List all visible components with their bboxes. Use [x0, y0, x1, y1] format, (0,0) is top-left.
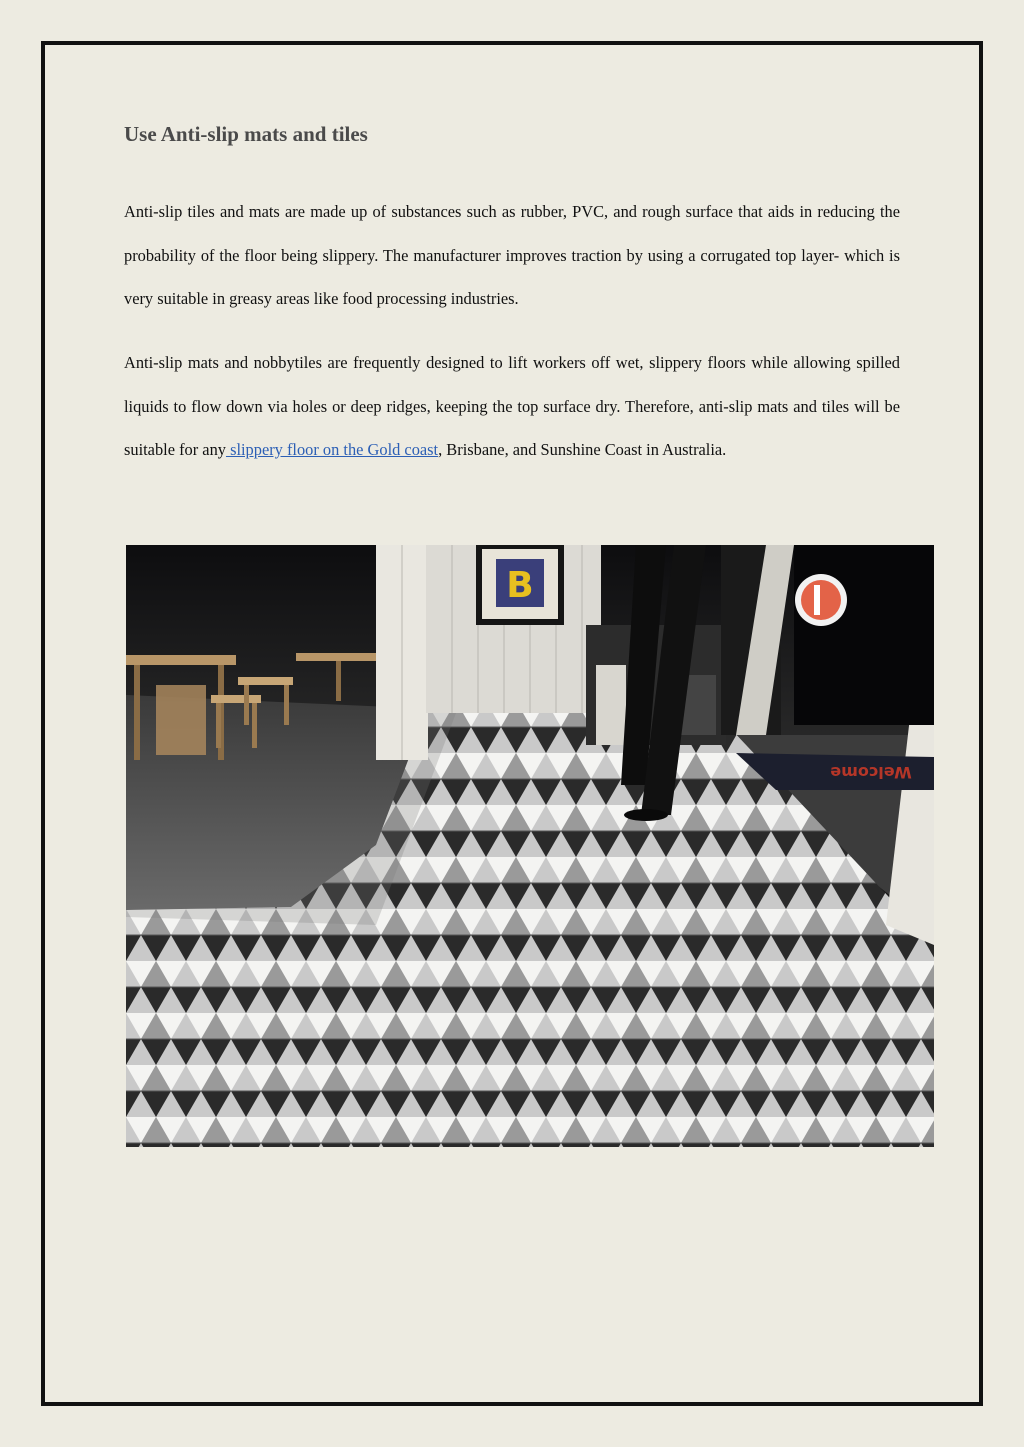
paragraph-details-text-before: Anti-slip mats and nobbytiles are frequently designed to lift workers off wet, slippery floors while allowing spilled liquids to flow down via holes or deep ridges, keeping the top surface dry. Therefore, anti-slip mats and tiles will be suitable for any [124, 353, 900, 459]
paragraph-details-text-after: , Brisbane, and Sunshine Coast in Australia. [438, 440, 727, 459]
poster-letter: B [506, 565, 534, 606]
gold-coast-link[interactable]: slippery floor on the Gold coast [225, 440, 439, 459]
tiled-floor-photo [126, 545, 934, 1147]
section-heading: Use Anti-slip mats and tiles [124, 122, 368, 146]
paragraph-details [124, 341, 900, 472]
paragraph-intro: Anti-slip tiles and mats are made up of substances such as rubber, PVC, and rough surface that aids in reducing the probability of the floor being slippery. The manufacturer improves traction by using a corrugated top layer- which is very suitable in greasy areas like food processing industries. [124, 202, 900, 308]
mat-text: Welcome [830, 763, 912, 782]
